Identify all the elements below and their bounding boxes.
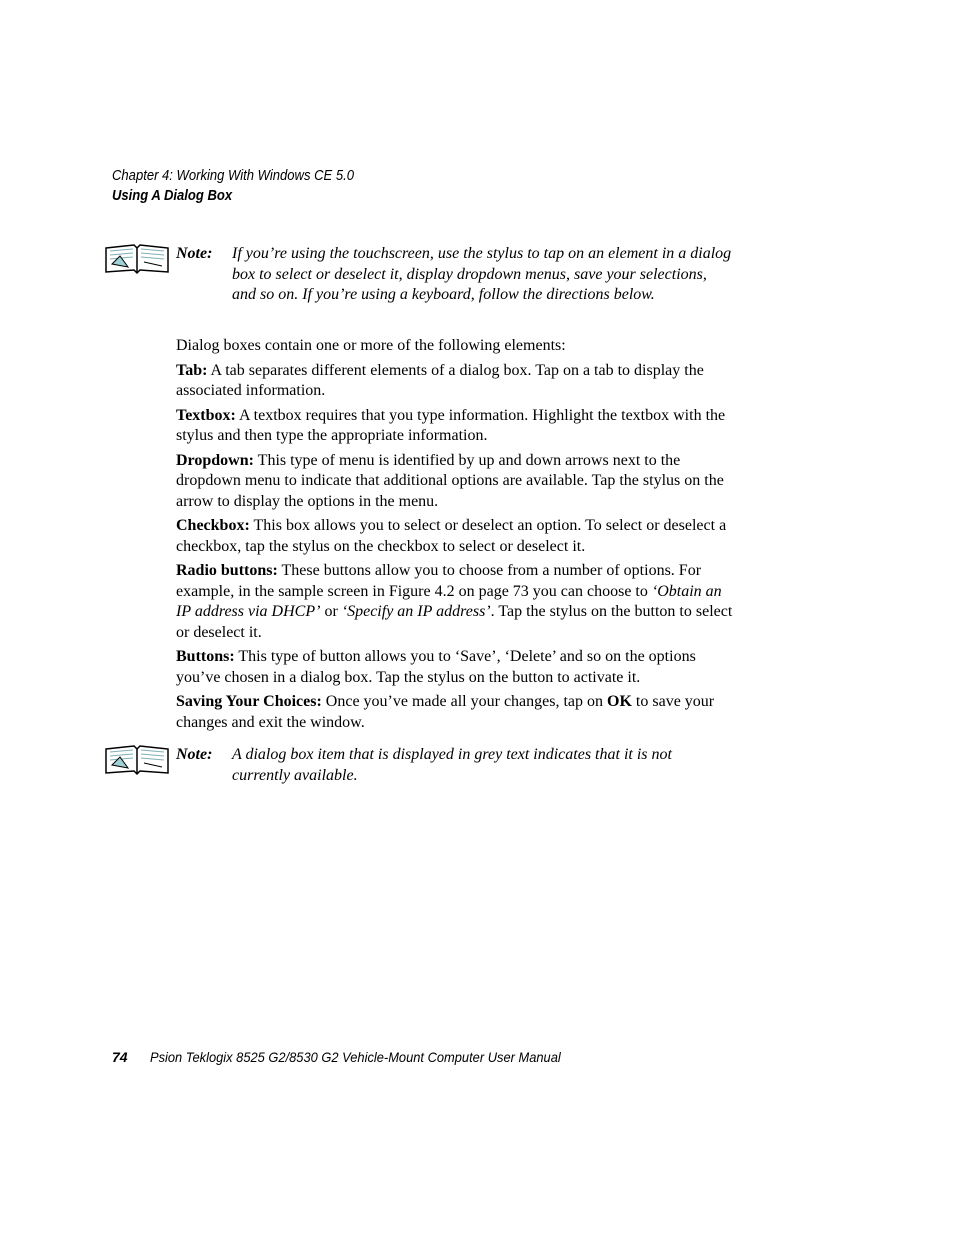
buttons-description: This type of button allows you to ‘Save’, ‘Delete’ and so on the options you’ve chosen in a dialog box. Tap the stylus on the button to activate it. <box>176 648 696 686</box>
manual-title: Psion Teklogix 8525 G2/8530 G2 Vehicle-Mount Computer User Manual <box>150 1049 561 1065</box>
term-saving-choices: Saving Your Choices: <box>176 693 322 710</box>
dropdown-paragraph <box>176 451 738 513</box>
dropdown-description: This type of menu is identified by up and down arrows next to the dropdown menu to indicate that additional options are available. Tap the stylus on the arrow to display the options in the menu. <box>176 451 724 510</box>
buttons-paragraph <box>176 647 738 688</box>
saving-paragraph <box>176 692 738 733</box>
open-book-icon <box>104 242 170 276</box>
note-box-touchscreen <box>104 244 744 328</box>
term-tab: Tab: <box>176 361 208 379</box>
radio-paragraph <box>176 561 738 643</box>
term-buttons: Buttons: <box>176 648 235 665</box>
note-box-grey-text <box>104 745 744 789</box>
term-checkbox: Checkbox: <box>176 517 250 534</box>
radio-description-end: . Tap the stylus on the button to select or deselect it. <box>176 603 733 641</box>
saving-description-end: to save your changes and exit the window. <box>176 693 715 731</box>
page-header <box>112 166 381 206</box>
checkbox-paragraph <box>176 516 738 557</box>
tab-description: A tab separates different elements of a dialog box. Tap on a tab to display the associated information. <box>176 361 704 399</box>
chapter-title: Chapter 4: Working With Windows CE 5.0 <box>112 168 355 184</box>
ok-keyword: OK <box>607 693 632 710</box>
term-dropdown: Dropdown: <box>176 451 254 469</box>
textbox-paragraph <box>176 406 738 447</box>
term-textbox: Textbox: <box>176 406 236 424</box>
note-label: Note: <box>176 746 213 763</box>
note-text: If you’re using the touchscreen, use the stylus to tap on an element in a dialog box to select or deselect it, display dropdown menus, save your selections, and so on. If you’re using a keyboard, follow the directions below. <box>232 245 732 303</box>
term-radio-buttons: Radio buttons: <box>176 562 278 579</box>
radio-or: or <box>320 603 342 620</box>
note-label: Note: <box>176 245 213 262</box>
saving-description: Once you’ve made all your changes, tap on <box>321 693 608 710</box>
page-number: 74 <box>112 1049 128 1065</box>
section-title: Using A Dialog Box <box>112 188 233 204</box>
main-content <box>176 336 738 737</box>
note-text: A dialog box item that is displayed in grey text indicates that it is not currently available. <box>232 746 672 784</box>
page-footer <box>112 1047 596 1067</box>
radio-option-dhcp: ‘Obtain an IP address via DHCP’ <box>176 582 722 620</box>
textbox-description: A textbox requires that you type information. Highlight the textbox with the stylus and then type the appropriate information. <box>176 406 726 444</box>
radio-option-specify-ip: ‘Specify an IP address’ <box>341 603 491 620</box>
radio-description: These buttons allow you to choose from a number of options. For example, in the sample screen in Figure 4.2 on page 73 you can choose to <box>176 562 702 600</box>
tab-paragraph <box>176 361 738 402</box>
open-book-icon <box>104 743 170 777</box>
intro-paragraph: Dialog boxes contain one or more of the following elements: <box>176 337 566 354</box>
checkbox-description: This box allows you to select or deselect an option. To select or deselect a checkbox, tap the stylus on the checkbox to select or deselect it. <box>176 517 727 555</box>
